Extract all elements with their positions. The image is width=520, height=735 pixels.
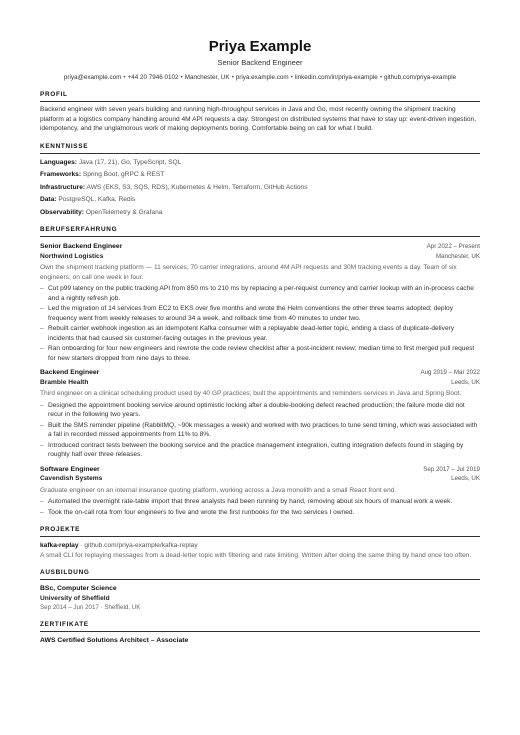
skills-list [40,158,480,218]
job-bullet: – Rebuilt carrier webhook ingestion as an idempotent Kafka consumer with a replayable dead-letter topic, ending a class of duplicate-delivery incidents that had caused six customer-facing outages in the previous year. [40,324,480,343]
project-description: A small CLI for replaying messages from a dead-letter topic with filtering and rate limiting. Written after doing the same thing by hand once too often. [40,551,472,559]
education-meta: Sep 2014 – Jun 2017 · Sheffield, UK [40,604,141,611]
section-title-certifications: ZERTIFIKATE [40,621,480,632]
separator-dot: • [231,74,234,81]
skill-row [40,158,480,168]
job-company: Northwind Logistics [40,252,104,260]
section-title-experience: BERUFSERFAHRUNG [40,226,480,237]
resume-header [40,38,480,82]
job-description: Third engineer on a clinical scheduling product used by 40 GP practices; built the appointments and reminders services in Java and Spring Boot. [40,390,462,397]
candidate-name: Priya Example [208,38,312,55]
experience-entry [40,242,480,363]
job-location: Leeds, UK [451,475,480,482]
job-location: Leeds, UK [451,378,480,386]
job-bullets [40,401,480,460]
contact-email[interactable]: priya@example.com [63,74,122,81]
skill-label: Infrastructure: [40,183,86,191]
profile-summary: Backend engineer with seven years building and running high-throughput services in Java and Go, most recently owning the shipment tracking platform at a logistics company handling around 4M API requests a day. Strongest on distributed systems that have to stay up: event-driven ingestion, idempotency, and the unglamorous work of making deployments boring. Comfortable being on call for what I build. [40,106,477,132]
section-title-education: AUSBILDUNG [40,569,480,580]
job-bullet: – Introduced contract tests between the booking service and the practice management integration, cutting integration defects found in staging by roughly half over three releases. [40,441,480,460]
skill-value: AWS (EKS, S3, SQS, RDS), Kubernetes & Helm, Terraform, GitHub Actions [86,183,308,191]
education-degree: BSc, Computer Science [40,585,117,592]
job-bullet: – Built the SMS reminder pipeline (RabbitMQ, ~90k messages a week) and worked with two practices to tune send timing, which was associated with a fall in recorded missed appointments from 11% to 8%. [40,421,480,440]
job-location: Manchester, UK [435,252,480,260]
experience-entry [40,368,480,460]
job-bullet: – Took the on-call rota from four engineers to five and wrote the first runbooks for the two services I owned. [40,508,480,518]
job-date: Apr 2022 – Present [426,243,480,250]
job-bullet: – Automated the overnight rate-table import that three analysts had been running by hand, removing about six hours of manual work a week. [40,497,480,507]
separator-dot: • [290,74,293,81]
skill-value: Spring Boot, gRPC & REST [82,171,165,178]
job-bullets [40,284,480,363]
job-description: Graduate engineer on an internal insurance quoting platform, working across a Java monolith and a small React front end. [40,486,397,494]
certification-entry [40,636,480,646]
separator-dot: • [123,74,126,81]
contact-line [40,73,480,82]
skill-value: Java (17, 21), Go, TypeScript, SQL [78,158,182,166]
job-bullets [40,497,480,517]
education-school: University of Sheffield [40,594,110,602]
contact-location: Manchester, UK [184,74,230,81]
job-title: Senior Backend Engineer [40,243,123,250]
experience-entry [40,465,480,518]
education-entry [40,584,480,612]
skill-value: PostgreSQL, Kafka, Redis [58,196,136,203]
separator-dot: • [180,74,183,81]
section-title-profile: PROFIL [40,91,480,102]
job-bullet: – Ran onboarding for four new engineers and rewrote the code review checklist after a post-incident review; median time to first merged pull request for new starters dropped from nine days to three. [40,344,480,363]
contact-github[interactable]: github.com/priya-example [384,74,457,81]
project-name: kafka-replay [40,542,79,549]
contact-linkedin[interactable]: linkedin.com/in/priya-example [294,74,378,81]
job-date: Sep 2017 – Jul 2019 [423,465,480,473]
skill-label: Data: [40,196,57,203]
section-title-skills: KENNTNISSE [40,143,480,154]
job-company: Bramble Health [40,378,89,386]
job-title: Backend Engineer [40,369,100,376]
contact-phone: +44 20 7946 0102 [127,74,179,81]
skill-label: Frameworks: [40,171,82,178]
skill-row [40,170,480,180]
job-bullet: – Cut p99 latency on the public tracking API from 850 ms to 210 ms by replacing a per-request currency and carrier lookup with an in-process cache and a nightly refresh job. [40,284,480,303]
job-bullet: – Led the migration of 14 services from EC2 to EKS over five months and wrote the Helm conventions the other three teams adopted; deploy frequency went from weekly releases to around 34 a week, and rollback time from 40 minutes to under two. [40,304,480,323]
project-url[interactable]: github.com/priya-example/kafka-replay [84,542,198,549]
job-date: Aug 2019 – Mar 2022 [420,369,480,376]
skill-row [40,208,480,218]
separator-dot: · [78,542,85,549]
skill-row [40,183,480,193]
skill-label: Languages: [40,158,78,166]
contact-website[interactable]: priya.example.com [235,74,289,81]
job-company: Cavendish Systems [40,475,103,482]
skill-label: Observability: [40,208,84,216]
certification-name: AWS Certified Solutions Architect – Associate [40,637,189,644]
project-entry [40,541,480,560]
separator-dot: • [379,74,383,81]
candidate-headline: Senior Backend Engineer [217,58,303,67]
job-title: Software Engineer [40,465,100,473]
skill-row [40,195,480,205]
section-title-projects: PROJEKTE [40,526,480,537]
job-description: Own the shipment tracking platform — 11 services, 70 carrier integrations, around 4M API requests and 30M tracking events a day. Team of six engineers; on call one week in four. [40,264,457,281]
skill-value: OpenTelemetry & Grafana [85,208,163,216]
job-bullet: – Designed the appointment booking service around optimistic locking after a double-booking defect reached production; the failure mode did not recur in the following two years. [40,401,480,420]
